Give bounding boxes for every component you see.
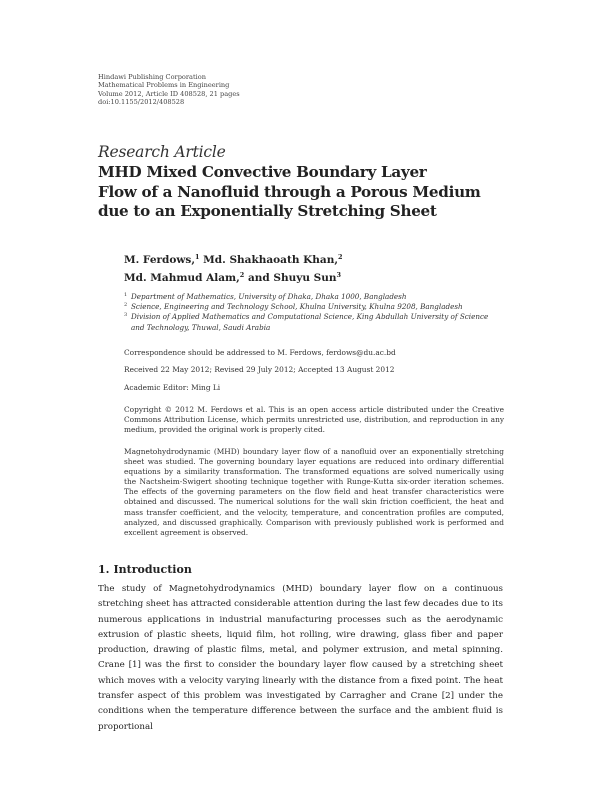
volume-info: Volume 2012, Article ID 408528, 21 pages <box>98 89 240 98</box>
affiliation-text: Science, Engineering and Technology School, Khulna University, Khulna 9208, Bangladesh <box>131 302 463 312</box>
affiliation-number: 1 <box>124 292 128 298</box>
doi: doi:10.1155/2012/408528 <box>98 98 185 107</box>
article-dates: Received 22 May 2012; Revised 29 July 2012; Accepted 13 August 2012 <box>124 365 395 374</box>
author-conjunction: and <box>247 272 270 284</box>
title-line: MHD Mixed Convective Boundary Layer <box>98 163 427 181</box>
affiliation <box>124 302 504 312</box>
academic-editor: Academic Editor: Ming Li <box>124 383 221 392</box>
author-name: Md. Mahmud Alam, <box>124 272 240 284</box>
introduction-text: The study of Magnetohydrodynamics (MHD) boundary layer flow on a continuous stretching sheet has attracted considerable attention during the last few decades due to its numerous applications in industrial manufacturing processes such as the aerodynamic extrusion of plastic sheets, liquid film, hot rolling, wire drawing, glass fiber and paper production, drawing of plastic films, metal, and polymer extrusion, and metal spinning. Crane [1] was the first to consider the boundary layer flow caused by a stretching sheet which moves with a velocity varying linearly with the distance from a fixed point. The heat transfer aspect of this problem was investigated by Carragher and Crane [2] under the conditions when the temperature difference between the surface and the ambient fluid is proportional <box>98 584 503 732</box>
author-list <box>124 250 343 286</box>
author-name: Shuyu Sun <box>273 272 337 284</box>
affiliation-marker: 2 <box>239 271 245 279</box>
section-number: 1. <box>98 563 110 576</box>
correspondence: Correspondence should be addressed to M. Ferdows, ferdows@du.ac.bd <box>124 348 396 357</box>
article-title <box>98 163 481 222</box>
publisher: Hindawi Publishing Corporation <box>98 73 206 81</box>
affiliation-text: Department of Mathematics, University of Dhaka, Dhaka 1000, Bangladesh <box>131 292 407 301</box>
affiliation <box>124 312 504 332</box>
affiliation-text: Division of Applied Mathematics and Computational Science, King Abdullah University of Science and Technology, Thuwal, Saudi Arabia <box>131 312 489 332</box>
affiliation-marker: 3 <box>336 271 342 279</box>
author-name: M. Ferdows, <box>124 254 195 266</box>
affiliation <box>124 292 504 302</box>
title-line: Flow of a Nanofluid through a Porous Medium <box>98 182 481 201</box>
affiliation-number: 3 <box>124 312 128 319</box>
affiliation-number: 2 <box>124 302 128 309</box>
title-line: due to an Exponentially Stretching Sheet <box>98 202 437 220</box>
affiliations <box>124 292 504 333</box>
copyright-notice: Copyright © 2012 M. Ferdows et al. This is an open access article distributed under the Creative Commons Attribution License, which permits unrestricted use, distribution, and reproduction in any medium, provided the original work is properly cited. <box>124 405 504 435</box>
journal-name: Mathematical Problems in Engineering <box>98 81 230 90</box>
affiliation-marker: 1 <box>194 253 200 261</box>
author-name: Md. Shakhaoath Khan, <box>203 254 338 266</box>
affiliation-marker: 2 <box>337 253 343 261</box>
section-title: Introduction <box>113 563 192 576</box>
section-heading <box>98 563 192 576</box>
article-type: Research Article <box>98 143 226 161</box>
abstract: Magnetohydrodynamic (MHD) boundary layer flow of a nanofluid over an exponentially stretching sheet was studied. The governing boundary layer equations are reduced into ordinary differential equations by a similarity transformation. The transformed equations are solved numerically using the Nactsheim-Swigert shooting technique together with Runge-Kutta six-order iteration schemes. The effects of the governing parameters on the flow field and heat transfer characteristics were obtained and discussed. The numerical solutions for the wall skin friction coefficient, the heat and mass transfer coefficient, and the velocity, temperature, and concentration profiles are computed, analyzed, and discussed graphically. Comparison with previously published work is performed and excellent agreement is observed. <box>124 447 504 537</box>
publication-info <box>98 73 240 107</box>
